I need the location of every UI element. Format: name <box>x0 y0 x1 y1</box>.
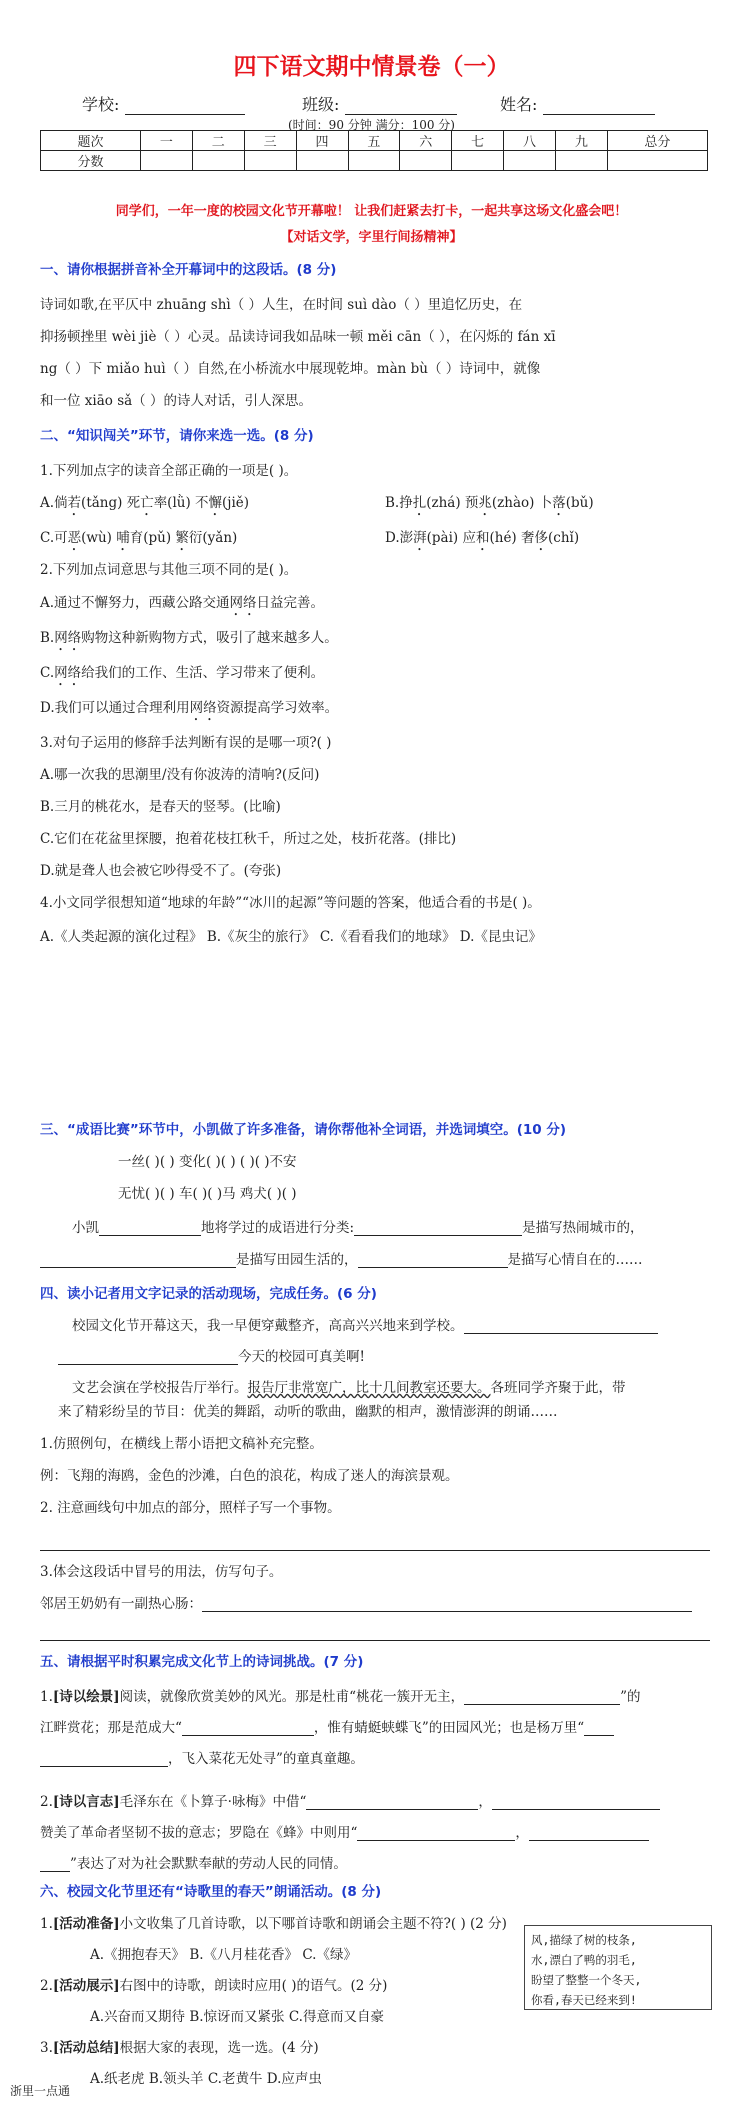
dotted-char: 扎 <box>412 495 427 511</box>
text: A.通过不懈努力，西藏公路交通 <box>40 595 230 611</box>
text: C.可 <box>40 530 68 546</box>
dotted-word: 网络 <box>54 630 82 646</box>
s4-paragraph-2 <box>72 1376 626 1396</box>
table-cell: 七 <box>452 131 504 151</box>
dotted-char: 湃 <box>413 530 427 546</box>
class-label: 班级: <box>302 95 340 114</box>
s4-question-1: 1.仿照例句，在横线上帮小语把文稿补充完整。 <box>40 1436 323 1452</box>
s5-line-6 <box>40 1852 347 1872</box>
page-title: 四下语文期中情景卷（一） <box>233 54 510 80</box>
score-cell[interactable] <box>400 151 452 171</box>
poem-box <box>524 1925 712 2010</box>
poem-line: 风,描绿了树的枝条, <box>531 1933 637 1947</box>
intro-line-1: 同学们，一年一度的校园文化节开幕啦！ 让我们赶紧去打卡，一起共享这场文化盛会吧！ <box>115 204 628 219</box>
text: 今天的校园可真美啊! <box>238 1349 365 1365</box>
score-cell[interactable] <box>556 151 608 171</box>
dotted-word: 网络 <box>229 595 257 611</box>
text: A.倘 <box>40 495 68 511</box>
s5-line-4 <box>40 1790 660 1810</box>
text: ”的 <box>620 1689 641 1705</box>
answer-blank[interactable] <box>40 1766 168 1767</box>
s1-line: 和一位 xiāo sǎ（ ）的诗人对话，引人深思。 <box>40 393 312 409</box>
answer-blank[interactable] <box>358 1267 508 1268</box>
score-cell[interactable] <box>296 151 348 171</box>
text: 邻居王奶奶有一副热心肠： <box>40 1596 202 1612</box>
text: 毛泽东在《卜算子·咏梅》中借“ <box>119 1794 307 1810</box>
s6-question-2 <box>40 1974 387 1994</box>
table-cell: 五 <box>348 131 400 151</box>
text: ，惟有蜻蜓蛱蝶飞”的田园风光；也是杨万里“ <box>313 1720 585 1736</box>
score-cell[interactable] <box>192 151 244 171</box>
section-2-heading: 二、“知识闯关”环节，请你来选一选。(8 分) <box>40 428 314 444</box>
school-blank[interactable] <box>125 114 245 115</box>
answer-blank[interactable] <box>182 1735 314 1736</box>
s6-q2-options[interactable]: A.兴奋而又期待 B.惊讶而又紧张 C.得意而又自豪 <box>90 2009 384 2025</box>
s6-q1-options[interactable]: A.《拥抱春天》 B.《八月桂花香》 C.《绿》 <box>90 1947 357 1963</box>
answer-blank[interactable] <box>357 1840 515 1841</box>
s4-question-3: 3.体会这段话中冒号的用法，仿写句子。 <box>40 1564 283 1580</box>
dotted-char: 亡 <box>140 495 154 511</box>
s4-example: 例：飞翔的海鸥，金色的沙滩，白色的浪花，构成了迷人的海滨景观。 <box>40 1468 459 1484</box>
text: 各班同学齐聚于此，带 <box>490 1380 626 1396</box>
s5-line-3 <box>40 1747 364 1767</box>
dotted-char: 侈 <box>534 530 548 546</box>
s2-q1-option-c[interactable] <box>40 526 237 554</box>
text: ， <box>478 1794 492 1810</box>
answer-blank[interactable] <box>58 1364 238 1365</box>
answer-blank[interactable] <box>464 1704 620 1705</box>
table-cell: 总分 <box>607 131 707 151</box>
score-cell[interactable] <box>348 151 400 171</box>
text: (jiě) <box>222 495 250 511</box>
text: 是描写田园生活的， <box>236 1252 358 1268</box>
table-cell: 八 <box>504 131 556 151</box>
dotted-char: 兆 <box>478 495 492 511</box>
text: ， <box>515 1825 529 1841</box>
s5-line-5 <box>40 1821 649 1841</box>
s6-q3-options[interactable]: A.纸老虎 B.领头羊 C.老黄牛 D.应声虫 <box>90 2071 322 2087</box>
s2-q3-option-d[interactable]: D.就是聋人也会被它吵得受不了。(夸张) <box>40 863 282 879</box>
text: B. <box>40 630 55 646</box>
s4-paragraph-2-cont: 来了精彩纷呈的节目：优美的舞蹈，动听的歌曲，幽默的相声，激情澎湃的朗诵…… <box>58 1404 558 1420</box>
s4-paragraph-1-cont <box>58 1345 365 1365</box>
s2-q3-option-c[interactable]: C.它们在花盆里探腰，抱着花枝扛秋千，所过之处，枝折花落。(排比) <box>40 831 457 847</box>
text: 右图中的诗歌，朗读时应用( )的语气。(2 分) <box>119 1978 388 1994</box>
dotted-char: 落 <box>552 495 566 511</box>
text: 赞美了革命者坚韧不拔的意志；罗隐在《蜂》中则用“ <box>40 1825 358 1841</box>
s2-q2-option-d[interactable] <box>40 696 338 724</box>
section-6-heading: 六、校园文化节里还有“诗歌里的春天”朗诵活动。(8 分) <box>40 1884 382 1900</box>
idiom-row-2[interactable]: 无忧( )( ) 车( )( )马 鸡犬( )( ) <box>118 1186 297 1202</box>
dotted-char: 哺 <box>116 530 130 546</box>
text: 衍(yǎn) <box>188 530 238 546</box>
s2-q1-option-a[interactable] <box>40 491 249 519</box>
s2-question-1: 1.下列加点字的读音全部正确的一项是( )。 <box>40 463 298 479</box>
text: 是描写心情自在的…… <box>507 1252 643 1268</box>
text: 地将学过的成语进行分类: <box>201 1220 355 1236</box>
poem-line: 水,漂白了鸭的羽毛, <box>531 1953 637 1967</box>
answer-blank[interactable] <box>99 1235 201 1236</box>
text: (wù) <box>81 530 117 546</box>
tag: [活动准备] <box>52 1916 120 1932</box>
text: (hé) 奢 <box>489 530 535 546</box>
table-cell: 九 <box>556 131 608 151</box>
answer-blank[interactable] <box>584 1735 614 1736</box>
s2-q3-option-b[interactable]: B.三月的桃花水，是春天的竖琴。(比喻) <box>40 799 281 815</box>
idiom-fill-line-2 <box>40 1248 643 1268</box>
dotted-word: 网络 <box>189 700 217 716</box>
school-field <box>82 92 245 115</box>
score-table-header-row <box>41 131 708 151</box>
text: 阅读，就像欣赏美妙的风光。那是杜甫“桃花一簇开无主， <box>119 1689 465 1705</box>
score-cell[interactable] <box>607 151 707 171</box>
answer-blank[interactable] <box>40 1871 70 1872</box>
tag: [活动展示] <box>52 1978 120 1994</box>
s2-question-4: 4.小文同学很想知道“地球的年龄”“冰川的起源”等问题的答案，他适合看的书是( )。 <box>40 895 541 911</box>
table-cell: 六 <box>400 131 452 151</box>
s6-question-1 <box>40 1912 507 1932</box>
text: 校园文化节开幕这天，我一早便穿戴整齐，高高兴兴地来到学校。 <box>72 1318 464 1334</box>
tag: [活动总结] <box>52 2040 120 2056</box>
s2-q4-options[interactable]: A.《人类起源的演化过程》 B.《灰尘的旅行》 C.《看看我们的地球》 D.《昆虫记》 <box>40 929 542 945</box>
text: ，飞入菜花无处寻”的童真童趣。 <box>168 1751 364 1767</box>
poem-line: 你看,春天已经来到! <box>531 1993 637 2007</box>
tag: [诗以言志] <box>52 1794 120 1810</box>
text: B.挣 <box>385 495 413 511</box>
answer-blank[interactable] <box>40 1267 236 1268</box>
text: 资源提高学习效率。 <box>216 700 339 716</box>
s2-q2-option-b[interactable] <box>40 626 338 654</box>
text: 1. <box>40 1689 53 1705</box>
answer-blank[interactable] <box>202 1611 692 1612</box>
dotted-word: 网络 <box>54 665 82 681</box>
text: 小文收集了几首诗歌，以下哪首诗歌和朗诵会主题不符?( ) (2 分) <box>119 1916 507 1932</box>
s2-q3-option-a[interactable]: A.哪一次我的思潮里/没有你波涛的清响?(反问) <box>40 767 320 783</box>
text: (tǎng) 死 <box>81 495 141 511</box>
s2-q1-option-b[interactable] <box>385 491 594 519</box>
text: 文艺会演在学校报告厅举行。 <box>72 1380 248 1396</box>
idiom-row-1[interactable]: 一丝( )( ) 变化( )( ) ( )( )不安 <box>118 1154 297 1170</box>
dotted-char: 和 <box>475 530 490 546</box>
name-field <box>500 92 655 115</box>
text: 购物这种新购物方式，吸引了越来越多人。 <box>81 630 338 646</box>
answer-line[interactable] <box>40 1640 710 1641</box>
text: 1. <box>40 1916 53 1932</box>
text: (zhá) 预 <box>426 495 479 511</box>
score-table-score-row <box>41 151 708 171</box>
answer-blank[interactable] <box>306 1809 478 1810</box>
intro-line-2: 【对话文学，字里行间扬精神】 <box>280 230 463 245</box>
answer-blank[interactable] <box>529 1840 649 1841</box>
dotted-char: 恶 <box>67 530 82 546</box>
s6-question-3 <box>40 2036 319 2056</box>
idiom-fill-line-1 <box>72 1216 644 1236</box>
s2-question-2: 2.下列加点词意思与其他三项不同的是( )。 <box>40 562 298 578</box>
name-label: 姓名: <box>500 95 538 114</box>
exam-time-info: (时间：90 分钟 满分：100 分) <box>288 118 455 132</box>
table-cell: 分数 <box>41 151 141 171</box>
score-cell[interactable] <box>452 151 504 171</box>
underlined-sentence: 报告厅非常宽广，比十几间教室还要大。 <box>247 1380 491 1396</box>
text: (pài) 应 <box>426 530 476 546</box>
table-cell: 四 <box>296 131 348 151</box>
text: (chǐ) <box>548 530 580 546</box>
section-5-heading: 五、请根据平时积累完成文化节上的诗词挑战。(7 分) <box>40 1654 364 1670</box>
table-cell: 三 <box>244 131 296 151</box>
text: 3. <box>40 2040 53 2056</box>
table-cell: 一 <box>141 131 193 151</box>
s1-line: 诗词如歌,在平仄中 zhuāng shì（ ）人生，在时间 suì dào（ ）里追忆历史，在 <box>40 297 523 313</box>
s2-question-3: 3.对句子运用的修辞手法判断有误的是哪一项?( ) <box>40 735 332 751</box>
text: 小凯 <box>72 1220 99 1236</box>
section-3-heading: 三、“成语比赛”环节中，小凯做了许多准备，请你帮他补全词语，并选词填空。(10 分) <box>40 1122 567 1138</box>
text: D.我们可以通过合理利用 <box>40 700 190 716</box>
text: 江畔赏花；那是范成大“ <box>40 1720 182 1736</box>
dotted-char: 若 <box>67 495 82 511</box>
s2-q2-option-c[interactable] <box>40 661 324 689</box>
score-table <box>40 130 708 171</box>
tag: [诗以绘景] <box>52 1689 120 1705</box>
s4-q3-prompt <box>40 1592 692 1612</box>
s2-q2-option-a[interactable] <box>40 591 324 619</box>
s5-line-2 <box>40 1716 614 1736</box>
school-label: 学校: <box>82 95 120 114</box>
table-cell: 二 <box>192 131 244 151</box>
section-4-heading: 四、读小记者用文字记录的活动现场，完成任务。(6 分) <box>40 1286 377 1302</box>
s5-line-1 <box>40 1685 640 1705</box>
text: 日益完善。 <box>256 595 325 611</box>
text: (zhào) 卜 <box>491 495 553 511</box>
class-field <box>302 92 457 115</box>
text: ”表达了对为社会默默奉献的劳动人民的同情。 <box>70 1856 347 1872</box>
text: C. <box>40 665 55 681</box>
score-cell[interactable] <box>244 151 296 171</box>
text: 2. <box>40 1794 53 1810</box>
name-blank[interactable] <box>543 114 655 115</box>
text: 给我们的工作、生活、学习带来了便利。 <box>81 665 325 681</box>
s1-line: ng（ ）下 miǎo huì（ ）自然,在小桥流水中展现乾坤。màn bù（ ）诗词中，就像 <box>40 361 541 377</box>
section-1-heading: 一、请你根据拼音补全开幕词中的这段话。(8 分) <box>40 262 337 278</box>
text: D.澎 <box>385 530 414 546</box>
answer-blank[interactable] <box>464 1333 658 1334</box>
answer-blank[interactable] <box>492 1809 660 1810</box>
answer-line[interactable] <box>40 1550 710 1551</box>
text: 2. <box>40 1978 53 1994</box>
dotted-char: 懈 <box>208 495 223 511</box>
dotted-char: 繁 <box>175 530 189 546</box>
footer-watermark: 浙里一点通 <box>10 2084 71 2098</box>
score-cell[interactable] <box>141 151 193 171</box>
text: 育(pǔ) <box>129 530 176 546</box>
s2-q1-option-d[interactable] <box>385 526 579 554</box>
answer-blank[interactable] <box>354 1235 522 1236</box>
text: 是描写热闹城市的， <box>522 1220 644 1236</box>
text: 率(lǜ) 不 <box>153 495 209 511</box>
class-blank[interactable] <box>345 114 457 115</box>
s4-question-2: 2. 注意画线句中加点的部分，照样子写一个事物。 <box>40 1500 341 1516</box>
score-cell[interactable] <box>504 151 556 171</box>
s4-paragraph-1 <box>72 1314 658 1334</box>
table-cell: 题次 <box>41 131 141 151</box>
text: (bǔ) <box>565 495 594 511</box>
text: 根据大家的表现，选一选。(4 分) <box>119 2040 319 2056</box>
s1-line: 抑扬顿挫里 wèi jiè（ ）心灵。品读诗词我如品味一顿 měi cān（ ），在闪烁的 fán xī <box>40 329 556 345</box>
poem-line: 盼望了整整一个冬天, <box>531 1973 642 1987</box>
